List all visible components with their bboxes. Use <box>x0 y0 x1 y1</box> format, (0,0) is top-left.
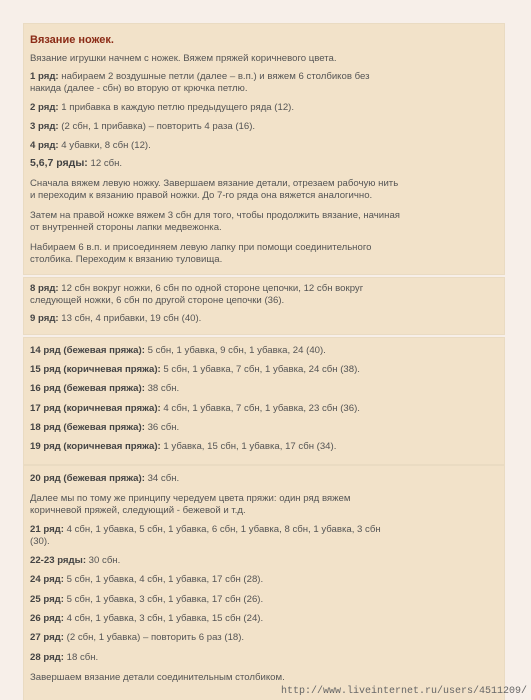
row-28 <box>30 651 496 664</box>
row-text: 1 убавка, 15 сбн, 1 убавка, 17 сбн (34). <box>160 441 337 452</box>
row-label: 16 ряд (бежевая пряжа): <box>30 383 145 394</box>
row-label: 9 ряд: <box>30 313 59 324</box>
row-14 <box>30 344 496 357</box>
paragraph-alternate-cont: коричневой пряжей, следующий - бежевой и т.д. <box>30 505 246 516</box>
row-text: (2 сбн, 1 прибавка) – повторить 4 раза (16). <box>58 121 256 132</box>
row-label: 25 ряд: <box>30 594 64 605</box>
row-label: 1 ряд: <box>30 71 59 82</box>
paragraph-alternate: Далее мы по тому же принципу чередуем цвета пряжи: один ряд вяжем <box>30 493 351 504</box>
row-24 <box>30 573 496 586</box>
paragraph-2: Затем на правой ножке вяжем 3 сбн для того, чтобы продолжить вязание, начиная <box>30 210 400 221</box>
row-text: 38 сбн. <box>144 383 180 394</box>
row-label: 15 ряд (коричневая пряжа): <box>30 364 161 375</box>
section-body-start-card <box>24 278 504 334</box>
row-text: 36 сбн. <box>144 422 180 433</box>
paragraph-1-cont: и переходим к вязанию правой ножки. До 7-го ряда она вяжется аналогично. <box>30 190 373 201</box>
paragraph-2-cont: от внутренней стороны лапки медвежонка. <box>30 222 222 233</box>
row-text: (2 сбн, 1 убавка) – повторить 6 раз (18). <box>63 632 245 643</box>
paragraph-1: Сначала вяжем левую ножку. Завершаем вязание детали, отрезаем рабочую нить <box>30 178 399 189</box>
row-3 <box>30 120 496 133</box>
row-text: 4 убавки, 8 сбн (12). <box>58 140 151 151</box>
row-label: 22-23 ряды: <box>30 555 87 566</box>
row-21-cont: (30). <box>30 536 50 547</box>
row-8-cont: следующей ножки, 6 сбн по другой стороне цепочки (36). <box>30 295 285 306</box>
paragraph-3: Набираем 6 в.п. и присоединяем левую лапку при помощи соединительного <box>30 242 372 253</box>
row-label: 19 ряд (коричневая пряжа): <box>30 441 161 452</box>
row-text: 5 сбн, 1 убавка, 9 сбн, 1 убавка, 24 (40). <box>144 345 326 356</box>
row-text: 13 сбн, 4 прибавки, 19 сбн (40). <box>58 313 202 324</box>
intro-text: Вязание игрушки начнем с ножек. Вяжем пряжей коричневого цвета. <box>30 53 337 64</box>
row-25 <box>30 593 496 606</box>
watermark-url: http://www.liveinternet.ru/users/4511209/ <box>280 686 527 697</box>
row-text: набираем 2 воздушные петли (далее – в.п.) и вяжем 6 столбиков без <box>58 71 370 82</box>
row-label: 26 ряд: <box>30 613 64 624</box>
row-26 <box>30 612 496 625</box>
row-text: 12 сбн вокруг ножки, 6 сбн по одной стороне цепочки, 12 сбн вокруг <box>58 283 364 294</box>
row-label: 24 ряд: <box>30 574 64 585</box>
row-text: 5 сбн, 1 убавка, 4 сбн, 1 убавка, 17 сбн (28). <box>63 574 264 585</box>
row-text: 1 прибавка в каждую петлю предыдущего ряда (12). <box>58 102 295 113</box>
row-5-7 <box>30 157 496 170</box>
row-text: 34 сбн. <box>144 473 180 484</box>
section-legs-card <box>24 24 504 274</box>
row-text: 4 сбн, 1 убавка, 7 сбн, 1 убавка, 23 сбн (36). <box>160 403 360 414</box>
row-text: 30 сбн. <box>86 555 121 566</box>
row-18 <box>30 421 496 434</box>
row-9 <box>30 312 496 325</box>
row-text: 5 сбн, 1 убавка, 7 сбн, 1 убавка, 24 сбн (38). <box>160 364 360 375</box>
row-text: 12 сбн. <box>87 158 123 169</box>
row-17 <box>30 402 496 415</box>
row-label: 18 ряд (бежевая пряжа): <box>30 422 145 433</box>
section-body-end-card <box>24 466 504 700</box>
row-label: 3 ряд: <box>30 121 59 132</box>
row-label: 21 ряд: <box>30 524 64 535</box>
row-label: 2 ряд: <box>30 102 59 113</box>
final-text: Завершаем вязание детали соединительным столбиком. <box>30 672 285 683</box>
row-text: 5 сбн, 1 убавка, 3 сбн, 1 убавка, 17 сбн (26). <box>63 594 264 605</box>
row-label: 28 ряд: <box>30 652 64 663</box>
row-2 <box>30 101 496 114</box>
row-19 <box>30 440 496 453</box>
row-label: 20 ряд (бежевая пряжа): <box>30 473 145 484</box>
row-text: 4 сбн, 1 убавка, 3 сбн, 1 убавка, 15 сбн (24). <box>63 613 264 624</box>
row-1-cont: накида (далее - сбн) во вторую от крючка петлю. <box>30 83 248 94</box>
row-label: 5,6,7 ряды: <box>30 157 88 169</box>
row-27 <box>30 631 496 644</box>
section-title: Вязание ножек. <box>30 34 114 46</box>
row-label: 14 ряд (бежевая пряжа): <box>30 345 145 356</box>
row-22-23 <box>30 554 496 567</box>
row-label: 4 ряд: <box>30 140 59 151</box>
row-label: 27 ряд: <box>30 632 64 643</box>
row-4 <box>30 139 496 152</box>
paragraph-3-cont: столбика. Переходим к вязанию туловища. <box>30 254 223 265</box>
row-text: 4 сбн, 1 убавка, 5 сбн, 1 убавка, 6 сбн, 1 убавка, 8 сбн, 1 убавка, 3 сбн <box>63 524 381 535</box>
section-color-rows-card <box>24 338 504 464</box>
row-label: 8 ряд: <box>30 283 59 294</box>
row-label: 17 ряд (коричневая пряжа): <box>30 403 161 414</box>
row-16 <box>30 382 496 395</box>
row-15 <box>30 363 496 376</box>
row-text: 18 сбн. <box>63 652 99 663</box>
row-20 <box>30 472 496 485</box>
